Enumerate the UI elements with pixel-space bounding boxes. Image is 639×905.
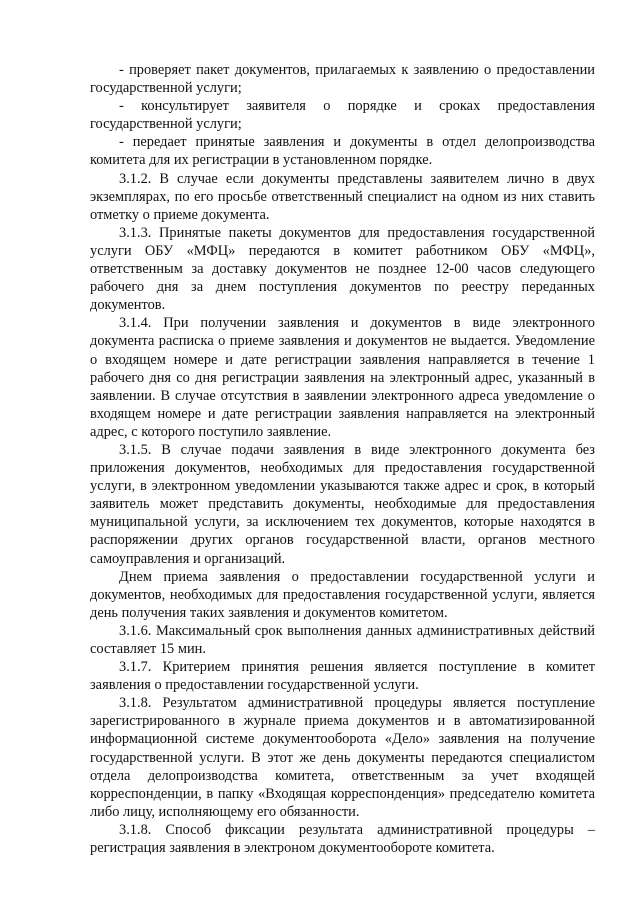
paragraph-3-1-6: 3.1.6. Максимальный срок выполнения данных административных действий составляет 15 мин. (90, 622, 595, 657)
paragraph-transfer-documents: - передает принятые заявления и документы в отдел делопроизводства комитета для их регистрации в установленном порядке. (90, 134, 595, 169)
paragraph-3-1-8-result: 3.1.8. Результатом административной процедуры является поступление зарегистрированного в журнале приема документов и в автоматизированной информационной системе документооборота «Дело» заявления на получение государственной услуги. В этот же день документы передаются специалистом отдела делопроизводства комитета, ответственным за учет входящей корреспонденции, в папку «Входящая корреспонденция» председателю комитета либо лицу, исполняющему его обязанности. (90, 695, 595, 820)
paragraph-receipt-day: Днем приема заявления о предоставлении государственной услуги и документов, необходимых для предоставления государственной услуги, является день получения таких заявления и документов комитетом. (90, 568, 595, 621)
paragraph-3-1-8-fixation: 3.1.8. Способ фиксации результата административной процедуры – регистрация заявления в электроном документообороте комитета. (90, 821, 595, 857)
paragraph-3-1-2: 3.1.2. В случае если документы представлены заявителем лично в двух экземплярах, по его просьбе ответственный специалист на одном из них ставить отметку о приеме документа. (90, 170, 595, 223)
paragraph-3-1-3: 3.1.3. Принятые пакеты документов для предоставления государственной услуги ОБУ «МФЦ» передаются в комитет работником ОБУ «МФЦ», ответственным за доставку документов не позднее 12-00 часов следующего рабочего дня за днем поступления документов по реестру переданных документов. (90, 224, 595, 314)
document-body (90, 61, 595, 857)
paragraph-check-documents: - проверяет пакет документов, прилагаемых к заявлению о предоставлении государственной услуги; (90, 62, 595, 97)
paragraph-consult-applicant: - консультирует заявителя о порядке и сроках предоставления государственной услуги; (90, 98, 595, 133)
paragraph-3-1-5: 3.1.5. В случае подачи заявления в виде электронного документа без приложения документов, необходимых для предоставления государственной услуги, в электронном уведомлении указываются также адрес и срок, в который заявитель может представить документы, необходимые для предоставления муниципальной услуги, за исключением тех документов, которые находятся в распоряжении других органов государственной власти, органов местного самоуправления и организаций. (90, 441, 595, 567)
paragraph-3-1-7: 3.1.7. Критерием принятия решения является поступление в комитет заявления о предоставлении государственной услуги. (90, 659, 595, 694)
paragraph-3-1-4: 3.1.4. При получении заявления и документов в виде электронного документа расписка о приеме заявления и документов не выдается. Уведомление о входящем номере и дате регистрации заявления направляется в течение 1 рабочего дня со дня регистрации заявления на электронный адрес, указанный в заявлении. В случае отсутствия в заявлении электронного адреса уведомление о входящем номере и дате регистрации заявления направляется на электронный адрес, с которого поступило заявление. (90, 315, 595, 440)
